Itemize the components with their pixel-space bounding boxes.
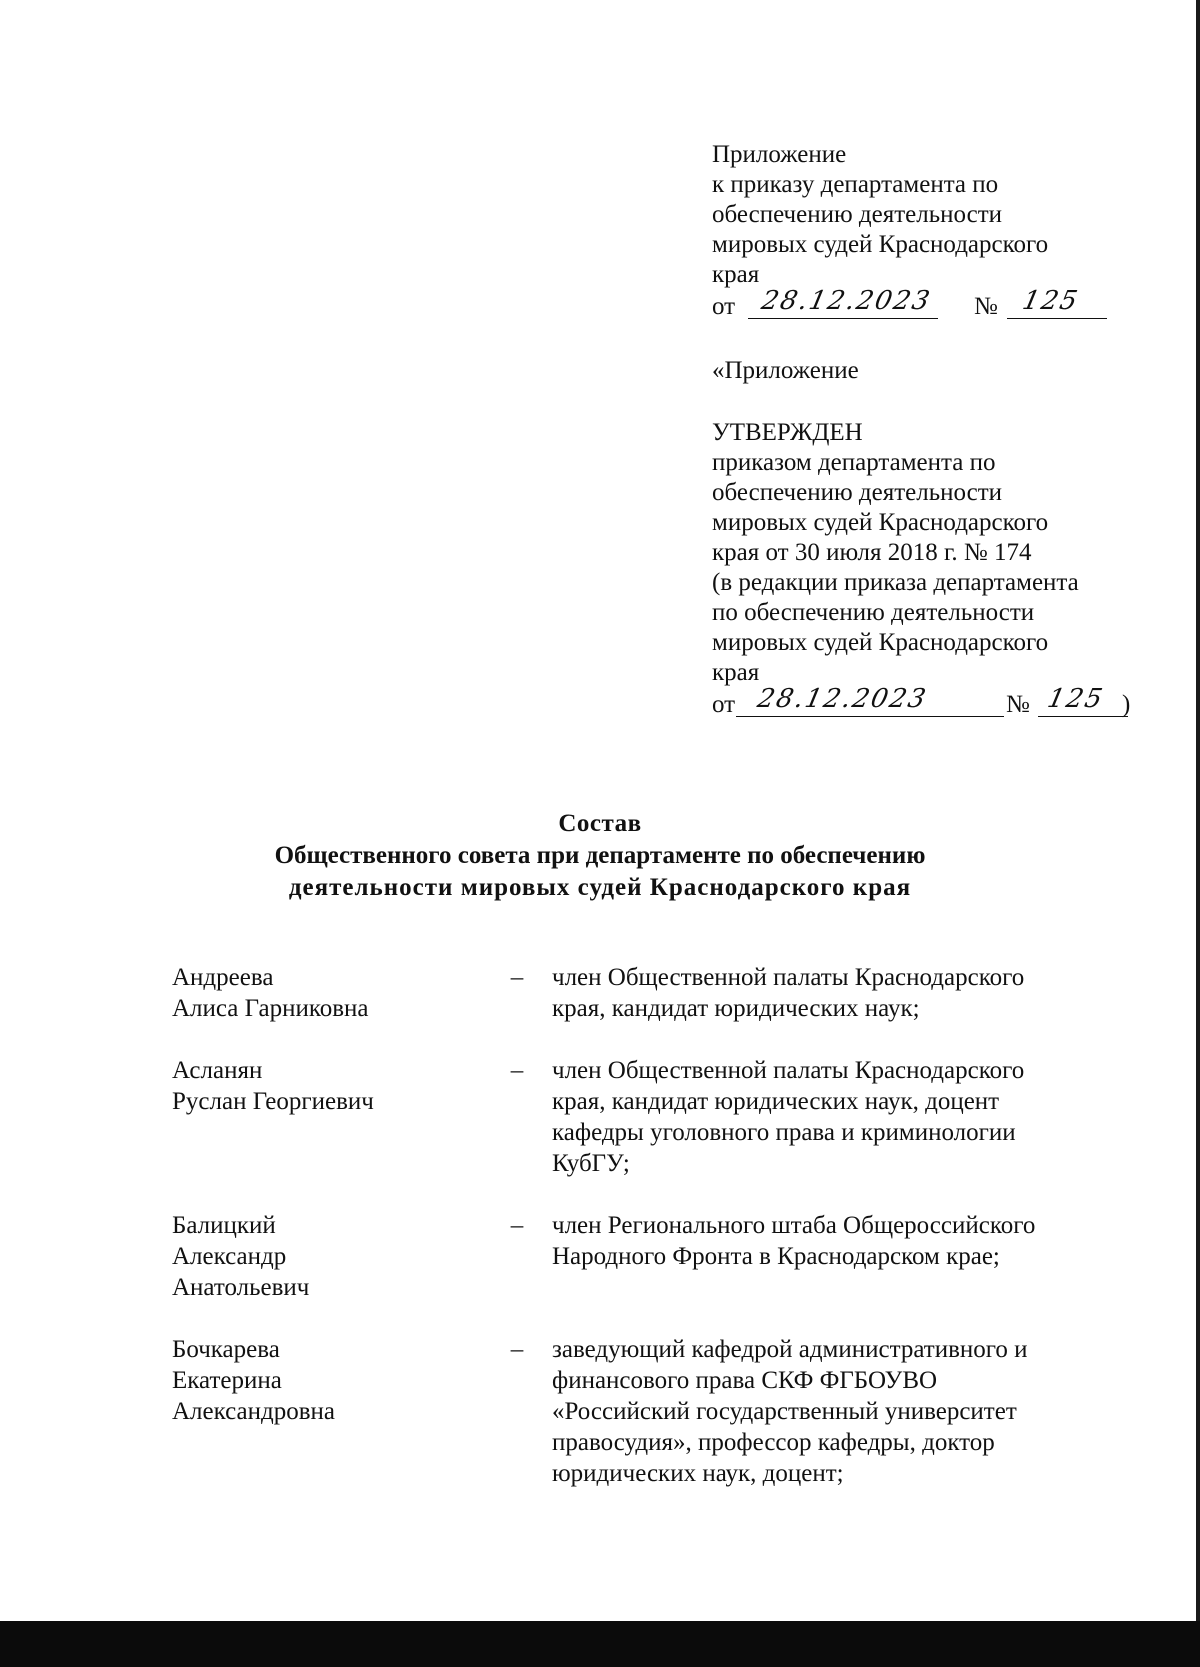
title-line: деятельности мировых судей Краснодарского края xyxy=(288,874,912,901)
appendix-heading: Приложение xyxy=(712,141,847,168)
handwritten-date: 28.12.2023 xyxy=(758,286,935,316)
appendix-line: края xyxy=(712,261,760,288)
quoted-appendix-heading: «Приложение xyxy=(712,357,859,384)
approved-line: края от 30 июля 2018 г. № 174 xyxy=(712,539,1032,566)
member-description-line: член Регионального штаба Общероссийского xyxy=(552,1212,1036,1239)
member-dash: – xyxy=(510,964,524,991)
title-line: Общественного совета при департаменте по обеспечению xyxy=(274,842,926,869)
member-description-line: края, кандидат юридических наук; xyxy=(552,995,920,1022)
approved-line: приказом департамента по xyxy=(712,449,996,476)
approved-label: УТВЕРЖДЕН xyxy=(712,419,863,446)
closing-paren: ) xyxy=(1122,691,1131,718)
member-entry xyxy=(172,962,1132,1024)
member-description-line: член Общественной палаты Краснодарского xyxy=(552,964,1025,991)
approved-line: мировых судей Краснодарского xyxy=(712,509,1049,536)
date-underline xyxy=(736,684,1004,717)
number-prefix: № xyxy=(1006,691,1030,718)
approved-line: края xyxy=(712,659,760,686)
member-description-line: финансового права СКФ ФГБОУВО xyxy=(552,1367,938,1394)
approved-line: мировых судей Краснодарского xyxy=(712,629,1049,656)
member-name xyxy=(172,962,482,1024)
member-description-line: «Российский государственный университет xyxy=(552,1398,1017,1425)
appendix-date-row xyxy=(712,286,1152,324)
number-underline xyxy=(1007,286,1107,319)
member-name-line: Бочкарева xyxy=(172,1336,280,1363)
member-entry xyxy=(172,1055,1132,1179)
member-entry xyxy=(172,1334,1132,1489)
member-name-line: Анатольевич xyxy=(172,1274,310,1301)
scan-bottom-band xyxy=(0,1621,1200,1667)
member-name-line: Асланян xyxy=(172,1057,263,1084)
member-name xyxy=(172,1055,482,1179)
handwritten-number: 125 xyxy=(1019,286,1082,316)
member-name-line: Екатерина xyxy=(172,1367,282,1394)
members-list xyxy=(172,962,1132,1520)
approved-line: по обеспечению деятельности xyxy=(712,599,1035,626)
member-description xyxy=(552,1055,1112,1179)
member-description-line: юридических наук, доцент; xyxy=(552,1460,844,1487)
handwritten-number: 125 xyxy=(1044,684,1107,714)
member-description-line: кафедры уголовного права и криминологии xyxy=(552,1119,1016,1146)
appendix-line: к приказу департамента по xyxy=(712,171,999,198)
appendix-line: мировых судей Краснодарского xyxy=(712,231,1049,258)
member-dash: – xyxy=(510,1212,524,1239)
member-name-line: Александр xyxy=(172,1243,287,1270)
number-prefix: № xyxy=(974,293,998,320)
member-description-line: член Общественной палаты Краснодарского xyxy=(552,1057,1025,1084)
member-description-line: КубГУ; xyxy=(552,1150,630,1177)
member-name xyxy=(172,1334,482,1489)
title-line: Состав xyxy=(558,810,642,837)
member-dash: – xyxy=(510,1057,524,1084)
member-dash: – xyxy=(510,1336,524,1363)
member-description xyxy=(552,1334,1112,1489)
date-underline xyxy=(748,286,938,319)
date-prefix: от xyxy=(712,293,736,320)
member-name-line: Алиса Гарниковна xyxy=(172,995,369,1022)
member-description xyxy=(552,1210,1112,1303)
approved-line: (в редакции приказа департамента xyxy=(712,569,1079,596)
member-description-line: края, кандидат юридических наук, доцент xyxy=(552,1088,1000,1115)
approved-line: обеспечению деятельности xyxy=(712,479,1003,506)
number-underline xyxy=(1038,684,1128,717)
member-name xyxy=(172,1210,482,1303)
member-name-line: Александровна xyxy=(172,1398,336,1425)
member-description-line: заведующий кафедрой административного и xyxy=(552,1336,1028,1363)
date-prefix: от xyxy=(712,691,736,718)
member-description-line: правосудия», профессор кафедры, доктор xyxy=(552,1429,995,1456)
member-description xyxy=(552,962,1112,1024)
approved-date-row xyxy=(712,684,1152,722)
member-name-line: Балицкий xyxy=(172,1212,276,1239)
member-name-line: Андреева xyxy=(172,964,274,991)
member-name-line: Руслан Георгиевич xyxy=(172,1088,374,1115)
document-title xyxy=(150,808,1050,904)
member-entry xyxy=(172,1210,1132,1303)
appendix-line: обеспечению деятельности xyxy=(712,201,1003,228)
page-edge xyxy=(1196,0,1200,1667)
member-description-line: Народного Фронта в Краснодарском крае; xyxy=(552,1243,1000,1270)
appendix-block xyxy=(712,140,1152,722)
handwritten-date: 28.12.2023 xyxy=(754,684,931,714)
